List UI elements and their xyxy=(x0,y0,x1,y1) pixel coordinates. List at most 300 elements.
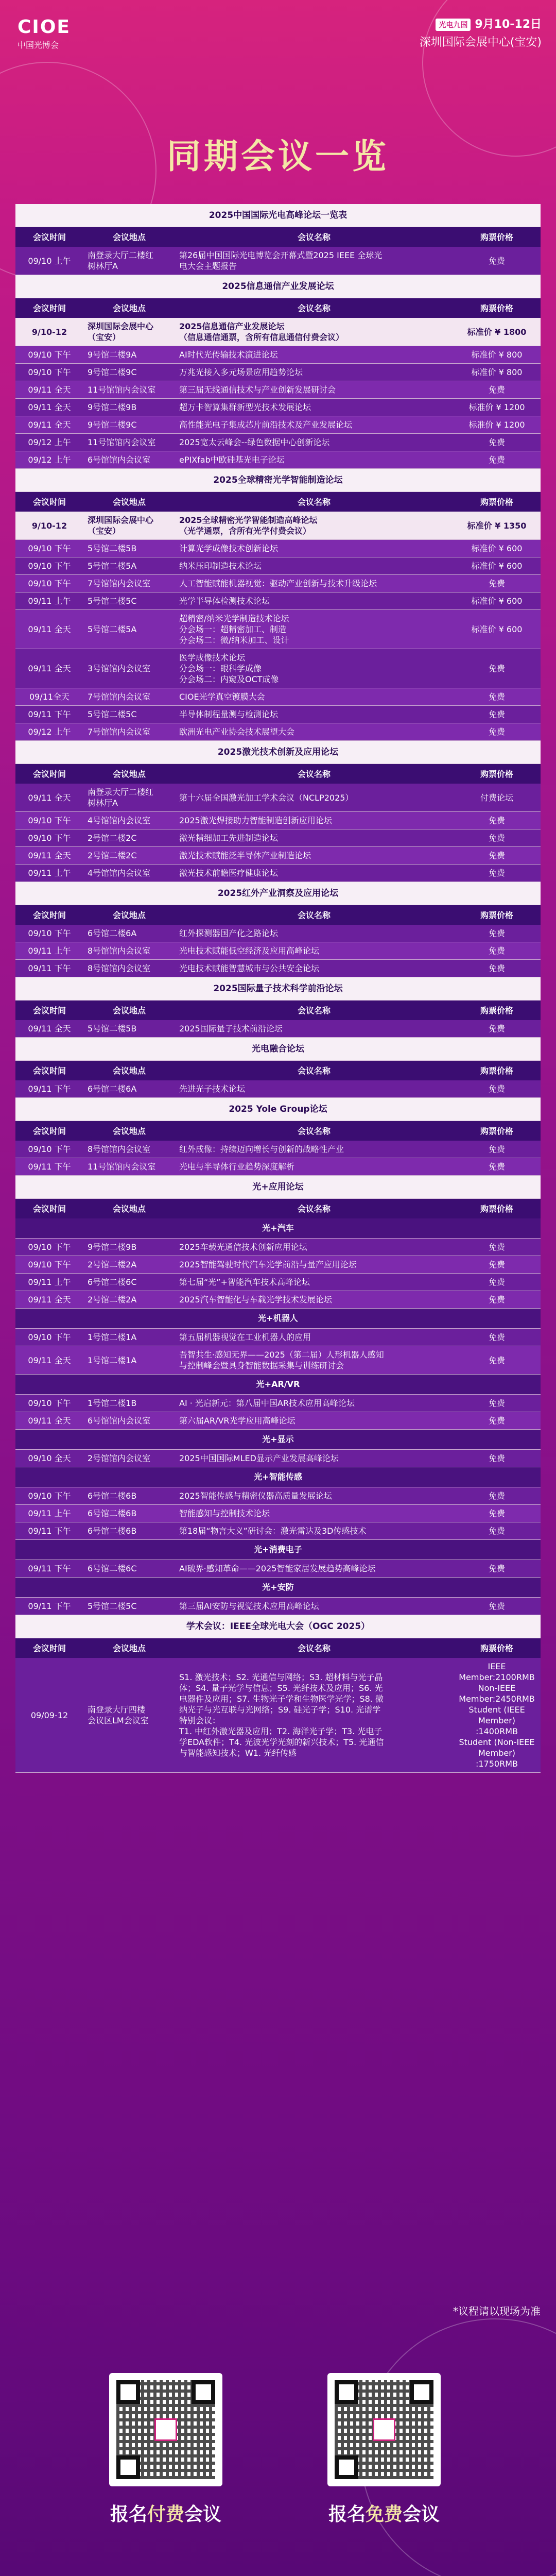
table-row[interactable] xyxy=(15,318,541,346)
section xyxy=(15,977,541,1038)
session-time: 09/11 下午 xyxy=(28,1084,71,1094)
session-location: 1号馆二楼1B xyxy=(88,1398,137,1408)
session-price: 免费 xyxy=(488,963,505,973)
session-price: 免费 xyxy=(488,1024,505,1033)
session-price: 免费 xyxy=(488,1084,505,1094)
session-location: 6号馆馆内会议室 xyxy=(88,1416,151,1426)
session-price: 免费 xyxy=(488,1398,505,1408)
session-name: 万兆光接入多元场景应用趋势论坛 xyxy=(179,367,303,377)
session-name: 先进光子技术论坛 xyxy=(179,1084,246,1094)
register-free-button[interactable] xyxy=(307,2500,461,2526)
session-price: 免费 xyxy=(488,1162,505,1172)
session-location: 6号馆二楼6B xyxy=(88,1526,137,1536)
col-location: 会议地点 xyxy=(112,1005,146,1015)
session-time: 9/10-12 xyxy=(31,327,67,337)
session-name: 智能感知与控制技术论坛 xyxy=(179,1509,270,1518)
session-name: AI破界·感知革命——2025智能家居发展趋势高峰论坛 xyxy=(179,1564,376,1573)
session-time: 09/10 下午 xyxy=(28,561,71,571)
session-name: 超万卡智算集群新型光技术发展论坛 xyxy=(179,402,311,412)
session-time: 09/11 上午 xyxy=(28,868,71,878)
section xyxy=(15,204,541,275)
col-time: 会议时间 xyxy=(32,1005,66,1015)
session-time: 09/10 下午 xyxy=(28,1260,71,1269)
session-name: 2025信息通信产业发展论坛 （信息通信通票，含所有信息通信付费会议） xyxy=(179,321,344,342)
session-time: 09/11 全天 xyxy=(28,624,71,634)
col-price: 购票价格 xyxy=(480,1643,513,1653)
session-time: 09/11全天 xyxy=(29,692,70,702)
col-time: 会议时间 xyxy=(32,1204,66,1214)
table-row[interactable] xyxy=(15,364,541,381)
col-price: 购票价格 xyxy=(480,497,513,507)
agenda-note: *议程请以现场为准 xyxy=(453,2305,541,2317)
logo[interactable] xyxy=(18,16,71,50)
table-row[interactable] xyxy=(15,1256,541,1274)
section-title: 2025 Yole Group论坛 xyxy=(15,1098,541,1121)
session-time: 09/10 下午 xyxy=(28,350,71,360)
session-price: 免费 xyxy=(488,1332,505,1342)
session-time: 09/11 全天 xyxy=(28,1024,71,1033)
col-location: 会议地点 xyxy=(112,497,146,507)
session-name: 激光技术前瞻医疗健康论坛 xyxy=(179,868,279,878)
session-name: 纳米压印制造技术论坛 xyxy=(179,561,262,571)
col-time: 会议时间 xyxy=(32,769,66,779)
register-free-suffix: 会议 xyxy=(403,2504,440,2525)
table-row[interactable] xyxy=(15,649,541,688)
session-location: 8号馆馆内会议室 xyxy=(88,1144,151,1154)
session-location: 4号馆馆内会议室 xyxy=(88,868,151,878)
session-price: 标准价 ¥ 1200 xyxy=(468,420,525,430)
session-time: 09/11 上午 xyxy=(28,596,71,606)
session-location: 5号馆二楼5A xyxy=(88,561,137,571)
session-price: 免费 xyxy=(488,1509,505,1518)
session-time: 09/10 下午 xyxy=(28,928,71,938)
session-location: 5号馆二楼5B xyxy=(88,1024,137,1033)
table-row[interactable] xyxy=(15,557,541,575)
session-price: 免费 xyxy=(488,928,505,938)
session-time: 09/10 下午 xyxy=(28,1398,71,1408)
session-price: 标准价 ¥ 800 xyxy=(471,350,523,360)
table-row[interactable] xyxy=(15,706,541,723)
session-time: 09/10 下午 xyxy=(28,544,71,553)
table-row[interactable] xyxy=(15,1598,541,1615)
col-time: 会议时间 xyxy=(32,303,66,313)
session-price: 付费论坛 xyxy=(480,792,513,803)
section-title: 学术会议：IEEE全球光电大会（OGC 2025） xyxy=(15,1615,541,1638)
table-row[interactable] xyxy=(15,723,541,741)
session-location: 南登录大厅四楼 会议区LM会议室 xyxy=(88,1705,149,1725)
session-location: 7号馆馆内会议室 xyxy=(88,692,151,702)
session-location: 5号馆二楼5C xyxy=(88,709,137,719)
col-name: 会议名称 xyxy=(297,497,331,507)
session-price: 免费 xyxy=(488,1601,505,1611)
session-price: 免费 xyxy=(488,1416,505,1426)
table-row[interactable] xyxy=(15,1487,541,1505)
col-price: 购票价格 xyxy=(480,1005,513,1015)
col-location: 会议地点 xyxy=(112,769,146,779)
table-row[interactable] xyxy=(15,925,541,942)
session-time: 09/11 下午 xyxy=(28,1162,71,1172)
col-name: 会议名称 xyxy=(297,1126,331,1136)
session-price: 免费 xyxy=(488,579,505,588)
session-price: 免费 xyxy=(488,1453,505,1463)
session-time: 9/10-12 xyxy=(31,520,67,531)
session-price: 免费 xyxy=(488,437,505,447)
session-time: 09/11 上午 xyxy=(28,1509,71,1518)
session-location: 5号馆二楼5C xyxy=(88,1601,137,1611)
col-price: 购票价格 xyxy=(480,769,513,779)
col-name: 会议名称 xyxy=(297,303,331,313)
section-title: 2025全球精密光学智能制造论坛 xyxy=(15,469,541,492)
register-paid-button[interactable] xyxy=(89,2500,243,2526)
session-name: ePIXfab中欧硅基光电子论坛 xyxy=(179,455,285,465)
session-price: 免费 xyxy=(488,1526,505,1536)
column-header xyxy=(15,764,541,784)
session-name: 医学成像技术论坛 分会场一：眼科学成像 分会场二：内窥及OCT成像 xyxy=(179,653,279,684)
col-name: 会议名称 xyxy=(297,232,331,242)
session-time: 09/10 下午 xyxy=(28,1144,71,1154)
qr-code-free[interactable] xyxy=(327,2373,441,2486)
session-time: 09/09-12 xyxy=(30,1710,68,1720)
col-name: 会议名称 xyxy=(297,1005,331,1015)
table-row[interactable] xyxy=(15,1274,541,1291)
session-name: 第18届“物言大义”研讨会：激光雷达及3D传感技术 xyxy=(179,1526,367,1536)
table-row[interactable] xyxy=(15,688,541,706)
session-time: 09/11 全天 xyxy=(28,1295,71,1304)
session-price: 免费 xyxy=(488,946,505,956)
header xyxy=(0,0,556,103)
session-location: 9号馆二楼9A xyxy=(88,350,137,360)
table-row[interactable] xyxy=(15,784,541,812)
col-price: 购票价格 xyxy=(480,1065,513,1076)
session-price: 免费 xyxy=(488,709,505,719)
table-row[interactable] xyxy=(15,512,541,540)
session-price: 标准价 ¥ 600 xyxy=(471,544,523,553)
table-row[interactable] xyxy=(15,1450,541,1467)
column-header xyxy=(15,227,541,247)
session-time: 09/10 下午 xyxy=(28,1332,71,1342)
session-name: 红外探测器国产化之路论坛 xyxy=(179,928,279,938)
session-price: 免费 xyxy=(488,692,505,702)
column-header xyxy=(15,1001,541,1020)
col-price: 购票价格 xyxy=(480,303,513,313)
session-location: 6号馆二楼6C xyxy=(88,1564,137,1573)
col-time: 会议时间 xyxy=(32,910,66,920)
conference-table xyxy=(15,204,541,1773)
col-location: 会议地点 xyxy=(112,1126,146,1136)
event-badge: 光电九国 xyxy=(436,19,471,31)
session-time: 09/11 全天 xyxy=(28,1355,71,1365)
session-location: 深圳国际会展中心 （宝安） xyxy=(88,515,154,536)
table-row[interactable] xyxy=(15,434,541,451)
session-time: 09/10 全天 xyxy=(28,1453,71,1463)
col-time: 会议时间 xyxy=(32,497,66,507)
session-price: 免费 xyxy=(488,1491,505,1501)
session-location: 2号馆馆内会议室 xyxy=(88,1453,151,1463)
session-name: S1. 激光技术；S2. 光通信与网络；S3. 超材料与光子晶 体；S4. 量子光学与信息；S5. 光纤技术及应用；S6. 光 电器件及应用；S7. 生物光子学和生物医学光学；S8. 微 纳光子与光互联与光网络；S9. 硅光子学；S10. 光谱学 特别会议： T1. 中红外激光器及应用；T2. 海洋光子学；T3. 光电子 学EDA软件；T4. 光波光学光刻的新兴技术；T5. 光通信 与智能感知技术；W1. 光纤传感 xyxy=(179,1672,384,1758)
session-location: 南登录大厅二楼红 树林厅A xyxy=(88,787,154,808)
col-location: 会议地点 xyxy=(112,1065,146,1076)
session-price: 免费 xyxy=(488,1295,505,1304)
session-price: 免费 xyxy=(488,1242,505,1252)
session-price: 标准价 ¥ 1350 xyxy=(467,520,527,531)
session-price: 免费 xyxy=(488,455,505,465)
session-name: 超精密/纳米光学制造技术论坛 分会场一：超精密加工、制造 分会场二：微/纳米加工、设计 xyxy=(179,614,289,645)
session-location: 9号馆二楼9B xyxy=(88,1242,137,1252)
session-time: 09/12 上午 xyxy=(28,727,71,737)
section xyxy=(15,1615,541,1773)
register-paid-suffix: 会议 xyxy=(184,2504,222,2525)
table-row[interactable] xyxy=(15,247,541,275)
session-location: 6号馆二楼6A xyxy=(88,928,137,938)
session-time: 09/10 下午 xyxy=(28,833,71,843)
session-location: 9号馆二楼9B xyxy=(88,402,137,412)
session-location: 11号馆馆内会议室 xyxy=(88,1162,156,1172)
session-name: CIOE光学真空镀膜大会 xyxy=(179,692,265,702)
session-time: 09/10 下午 xyxy=(28,816,71,825)
session-price: 标准价 ¥ 600 xyxy=(471,596,523,606)
table-row[interactable] xyxy=(15,1080,541,1098)
session-location: 5号馆二楼5B xyxy=(88,544,137,553)
session-name: 半导体制程量测与检测论坛 xyxy=(179,709,279,719)
session-location: 5号馆二楼5C xyxy=(88,596,137,606)
session-time: 09/11 下午 xyxy=(28,709,71,719)
session-location: 深圳国际会展中心 （宝安） xyxy=(88,321,154,342)
table-row[interactable] xyxy=(15,416,541,434)
col-name: 会议名称 xyxy=(297,910,331,920)
event-venue: 深圳国际会展中心(宝安) xyxy=(419,36,542,49)
col-name: 会议名称 xyxy=(297,769,331,779)
session-price: 标准价 ¥ 1200 xyxy=(468,402,525,412)
table-row[interactable] xyxy=(15,847,541,865)
session-location: 9号馆二楼9C xyxy=(88,420,137,430)
session-location: 6号馆二楼6B xyxy=(88,1491,137,1501)
column-header xyxy=(15,298,541,318)
session-time: 09/11 全天 xyxy=(28,420,71,430)
section-title: 2025国际量子技术科学前沿论坛 xyxy=(15,977,541,1001)
session-location: 2号馆二楼2A xyxy=(88,1260,137,1269)
register-free-prefix: 报名 xyxy=(328,2504,366,2525)
table-row[interactable] xyxy=(15,592,541,610)
session-location: 2号馆二楼2C xyxy=(88,851,137,860)
session-price: 免费 xyxy=(488,727,505,737)
session-name: 光电技术赋能低空经济及应用高峰论坛 xyxy=(179,946,320,956)
table-row[interactable] xyxy=(15,829,541,847)
session-name: 光学半导体检测技术论坛 xyxy=(179,596,270,606)
register-paid-highlight: 付费 xyxy=(147,2504,184,2525)
session-time: 09/11 下午 xyxy=(28,1564,71,1573)
session-time: 09/11 下午 xyxy=(28,963,71,973)
section xyxy=(15,1038,541,1098)
section xyxy=(15,882,541,977)
table-row[interactable] xyxy=(15,1291,541,1309)
session-time: 09/10 下午 xyxy=(28,579,71,588)
section-title: 光电融合论坛 xyxy=(15,1038,541,1061)
session-name: 2025宽太云峰会--绿色数据中心创新论坛 xyxy=(179,437,330,447)
session-name: 第五届机器视觉在工业机器人的应用 xyxy=(179,1332,311,1342)
session-price: 免费 xyxy=(488,1144,505,1154)
session-price: 免费 xyxy=(488,1564,505,1573)
session-price: 免费 xyxy=(488,851,505,860)
col-time: 会议时间 xyxy=(32,1065,66,1076)
table-row[interactable] xyxy=(15,575,541,592)
session-time: 09/11 全天 xyxy=(28,402,71,412)
session-location: 7号馆馆内会议室 xyxy=(88,579,151,588)
subgroup-title: 光+汽车 xyxy=(15,1218,541,1239)
session-name: 欧洲光电产业协会技术展望大会 xyxy=(179,727,295,737)
table-row[interactable] xyxy=(15,1158,541,1176)
session-price: 标准价 ¥ 600 xyxy=(471,624,523,634)
session-time: 09/11 全天 xyxy=(28,792,71,803)
col-name: 会议名称 xyxy=(297,1204,331,1214)
table-row[interactable] xyxy=(15,346,541,364)
session-name: 2025中国国际MLED显示产业发展高峰论坛 xyxy=(179,1453,339,1463)
table-row[interactable] xyxy=(15,812,541,829)
table-row[interactable] xyxy=(15,1346,541,1375)
session-name: 2025智能传感与精密仪器高质量发展论坛 xyxy=(179,1491,332,1501)
session-time: 09/11 下午 xyxy=(28,1526,71,1536)
session-price: 标准价 ¥ 600 xyxy=(471,561,523,571)
session-price: 免费 xyxy=(488,385,505,395)
logo-main: CIOE xyxy=(18,16,71,38)
session-location: 6号馆馆内会议室 xyxy=(88,455,151,465)
table-row[interactable] xyxy=(15,1505,541,1522)
session-name: 光电技术赋能智慧城市与公共安全论坛 xyxy=(179,963,320,973)
session-location: 2号馆二楼2A xyxy=(88,1295,137,1304)
session-name: 2025汽车智能化与车载光学技术发展论坛 xyxy=(179,1295,332,1304)
table-row[interactable] xyxy=(15,1522,541,1540)
col-location: 会议地点 xyxy=(112,232,146,242)
session-name: 2025智能驾驶时代汽车光学前沿与量产应用论坛 xyxy=(179,1260,357,1269)
table-row[interactable] xyxy=(15,1239,541,1256)
column-header xyxy=(15,905,541,925)
table-row[interactable] xyxy=(15,1412,541,1430)
table-row[interactable] xyxy=(15,399,541,416)
table-row[interactable] xyxy=(15,451,541,469)
session-time: 09/12 上午 xyxy=(28,437,71,447)
session-location: 1号馆二楼1A xyxy=(88,1332,137,1342)
session-price: 标准价 ¥ 800 xyxy=(471,367,523,377)
col-location: 会议地点 xyxy=(112,303,146,313)
session-price: 标准价 ¥ 1800 xyxy=(467,327,527,337)
session-location: 3号馆馆内会议室 xyxy=(88,664,151,673)
table-row[interactable] xyxy=(15,540,541,557)
col-location: 会议地点 xyxy=(112,1204,146,1214)
session-price: 免费 xyxy=(488,1260,505,1269)
register-paid-prefix: 报名 xyxy=(110,2504,147,2525)
table-row[interactable] xyxy=(15,960,541,977)
col-time: 会议时间 xyxy=(32,1643,66,1653)
section xyxy=(15,1098,541,1176)
session-name: 激光技术赋能泛半导体产业制造论坛 xyxy=(179,851,311,860)
section-title: 2025中国国际光电高峰论坛一览表 xyxy=(15,204,541,227)
session-name: 吾智共生·感知无界——2025（第二届）人形机器人感知 与控制峰会暨具身智能数据采集与训练研讨会 xyxy=(179,1350,384,1370)
section-title: 2025激光技术创新及应用论坛 xyxy=(15,741,541,764)
subgroup-title: 光+智能传感 xyxy=(15,1467,541,1487)
session-location: 6号馆二楼6C xyxy=(88,1277,137,1287)
table-row[interactable] xyxy=(15,1020,541,1038)
session-name: 高性能光电子集成芯片前沿技术及产业发展论坛 xyxy=(179,420,353,430)
session-location: 8号馆馆内会议室 xyxy=(88,946,151,956)
column-header xyxy=(15,1199,541,1218)
session-name: 第十六届全国激光加工学术会议（NCLP2025） xyxy=(179,792,354,803)
session-name: 光电与半导体行业趋势深度解析 xyxy=(179,1162,295,1172)
col-price: 购票价格 xyxy=(480,910,513,920)
session-name: 第六届AR/VR光学应用高峰论坛 xyxy=(179,1416,296,1426)
subgroup-title: 光+消费电子 xyxy=(15,1540,541,1560)
session-name: 2025全球精密光学智能制造高峰论坛 （光学通票，含所有光学付费会议） xyxy=(179,515,318,536)
session-time: 09/11 下午 xyxy=(28,1601,71,1611)
session-time: 09/11 上午 xyxy=(28,946,71,956)
session-location: 1号馆二楼1A xyxy=(88,1355,137,1365)
column-header xyxy=(15,1638,541,1658)
session-name: 计算光学成像技术创新论坛 xyxy=(179,544,279,553)
session-price: 免费 xyxy=(488,833,505,843)
table-row[interactable] xyxy=(15,865,541,882)
session-name: 2025激光焊接助力智能制造创新应用论坛 xyxy=(179,816,332,825)
page-title: 同期会议一览 xyxy=(167,137,389,176)
table-row[interactable] xyxy=(15,381,541,399)
session-time: 09/10 下午 xyxy=(28,1242,71,1252)
session-name: 第26届中国国际光电博览会开幕式暨2025 IEEE 全球光 电大会主题报告 xyxy=(179,250,383,271)
session-price: 免费 xyxy=(488,256,505,266)
table-row[interactable] xyxy=(15,1658,541,1773)
section-title: 2025信息通信产业发展论坛 xyxy=(15,275,541,298)
col-price: 购票价格 xyxy=(480,1126,513,1136)
qr-code-paid[interactable] xyxy=(109,2373,222,2486)
session-location: 南登录大厅二楼红 树林厅A xyxy=(88,250,154,271)
table-row[interactable] xyxy=(15,942,541,960)
session-location: 4号馆馆内会议室 xyxy=(88,816,151,825)
session-time: 09/11 全天 xyxy=(28,1416,71,1426)
subgroup-title: 光+显示 xyxy=(15,1430,541,1450)
table-row[interactable] xyxy=(15,1395,541,1412)
col-time: 会议时间 xyxy=(32,232,66,242)
session-price: IEEE Member:2100RMB Non-IEEE Member:2450RMB Student (IEEE Member) :1400RMB Student (Non-IEEE Member) :1750RMB xyxy=(459,1662,535,1769)
session-name: 2025车载光通信技术创新应用论坛 xyxy=(179,1242,307,1252)
table-row[interactable] xyxy=(15,1329,541,1346)
register-free-highlight: 免费 xyxy=(365,2504,403,2525)
session-location: 6号馆二楼6B xyxy=(88,1509,137,1518)
session-name: AI时代光传输技术演进论坛 xyxy=(179,350,278,360)
session-location: 5号馆二楼5A xyxy=(88,624,137,634)
table-row[interactable] xyxy=(15,610,541,649)
column-header xyxy=(15,1121,541,1141)
table-row[interactable] xyxy=(15,1141,541,1158)
session-name: 第三届无线通信技术与产业创新发展研讨会 xyxy=(179,385,336,395)
session-name: AI · 光启新元：第八届中国AR技术应用高峰论坛 xyxy=(179,1398,355,1408)
column-header xyxy=(15,1061,541,1080)
session-time: 09/11 上午 xyxy=(28,1277,71,1287)
session-name: 2025国际量子技术前沿论坛 xyxy=(179,1024,283,1033)
session-location: 11号馆馆内会议室 xyxy=(88,437,156,447)
session-location: 7号馆馆内会议室 xyxy=(88,727,151,737)
session-time: 09/10 上午 xyxy=(28,256,71,266)
col-time: 会议时间 xyxy=(32,1126,66,1136)
col-name: 会议名称 xyxy=(297,1065,331,1076)
session-location: 8号馆馆内会议室 xyxy=(88,963,151,973)
session-name: 第七届“光”+智能汽车技术高峰论坛 xyxy=(179,1277,310,1287)
section xyxy=(15,469,541,741)
subgroup-title: 光+AR/VR xyxy=(15,1375,541,1395)
subgroup-title: 光+机器人 xyxy=(15,1309,541,1329)
section-title: 光+应用论坛 xyxy=(15,1176,541,1199)
section xyxy=(15,275,541,469)
session-location: 11号馆馆内会议室 xyxy=(88,385,156,395)
session-price: 免费 xyxy=(488,1277,505,1287)
table-row[interactable] xyxy=(15,1560,541,1578)
col-location: 会议地点 xyxy=(112,910,146,920)
session-time: 09/11 全天 xyxy=(28,851,71,860)
